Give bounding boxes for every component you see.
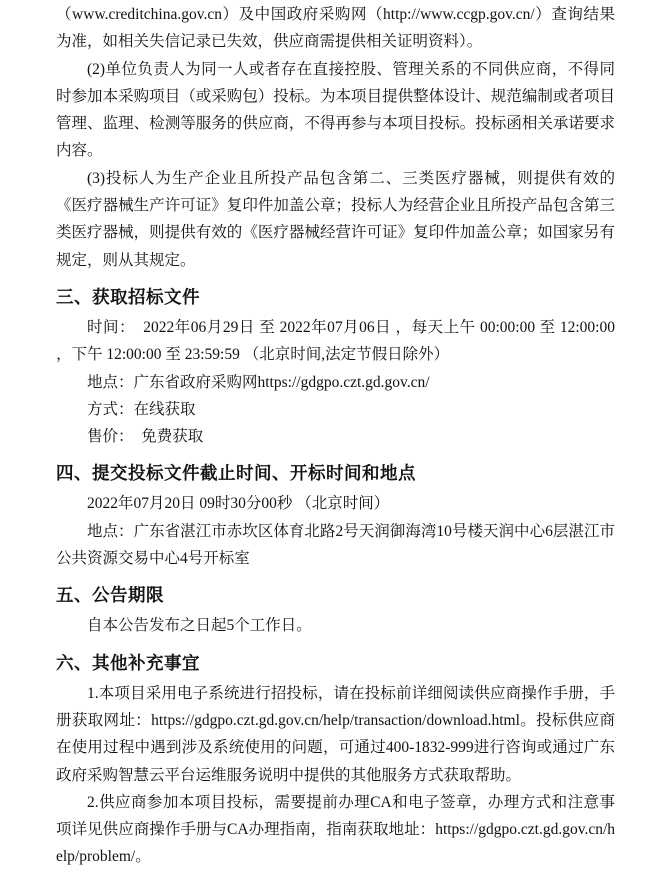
intro-continuation-section (56, 1, 615, 274)
section-heading: 六、其他补充事宜 (56, 652, 200, 673)
paragraph: （www.creditchina.gov.cn）及中国政府采购网（http://www.ccgp.gov.cn/）查询结果为准，如相关失信记录已失效，供应商需提供相关证明资料）。 (56, 6, 615, 51)
paragraph: 售价： 免费获取 (87, 428, 204, 446)
paragraph: 2022年07月20日 09时30分00秒 （北京时间） (87, 495, 390, 513)
paragraph: 时间： 2022年06月29日 至 2022年07月06日 ，每天上午 00:00:00 至 12:00:00 ，下午 12:00:00 至 23:59:59 （北京时间,法定节假日除外） (56, 318, 615, 364)
paragraph: 2.供应商参加本项目投标，需要提前办理CA和电子签章，办理方式和注意事项详见供应商操作手册与CA办理指南，指南获取地址：https://gdgpo.czt.gd.gov.cn/help/problem/。 (56, 793, 615, 866)
paragraph: (2)单位负责人为同一人或者存在直接控股、管理关系的不同供应商，不得同时参加本采购项目（或采购包）投标。为本项目提供整体设计、规范编制或者项目管理、监理、检测等服务的供应商，不得再参与本项目投标。投标函相关承诺要求内容。 (56, 60, 615, 160)
paragraph: 自本公告发布之日起5个工作日。 (87, 617, 312, 635)
paragraph: 地点：广东省政府采购网https://gdgpo.czt.gd.gov.cn/ (87, 373, 430, 391)
section-heading: 三、获取招标文件 (56, 286, 200, 307)
document-sections (56, 283, 615, 871)
paragraph: 1.本项目采用电子系统进行招投标，请在投标前详细阅读供应商操作手册，手册获取网址：https://gdgpo.czt.gd.gov.cn/help/transaction/download.html。投标供应商在使用过程中遇到涉及系统使用的问题，可通过400-1832-999进行咨询或通过广东政府采购智慧云平台运维服务说明中提供的其他服务方式获取帮助。 (56, 684, 615, 784)
paragraph: 地点：广东省湛江市赤坎区体育北路2号天润御海湾10号楼天润中心6层湛江市公共资源交易中心4号开标室 (56, 522, 615, 568)
section-heading: 四、提交投标文件截止时间、开标时间和地点 (56, 463, 416, 484)
document-section (56, 581, 615, 639)
document-section (56, 649, 615, 871)
paragraph: 方式：在线获取 (87, 400, 196, 418)
document-section (56, 283, 615, 450)
section-heading: 五、公告期限 (56, 585, 164, 606)
document-section (56, 459, 615, 572)
paragraph: (3)投标人为生产企业且所投产品包含第二、三类医疗器械，则提供有效的《医疗器械生产许可证》复印件加盖公章；投标人为经营企业且所投产品包含第三类医疗器械，则提供有效的《医疗器械经营许可证》复印件加盖公章；如国家另有规定，则从其规定。 (56, 169, 615, 269)
